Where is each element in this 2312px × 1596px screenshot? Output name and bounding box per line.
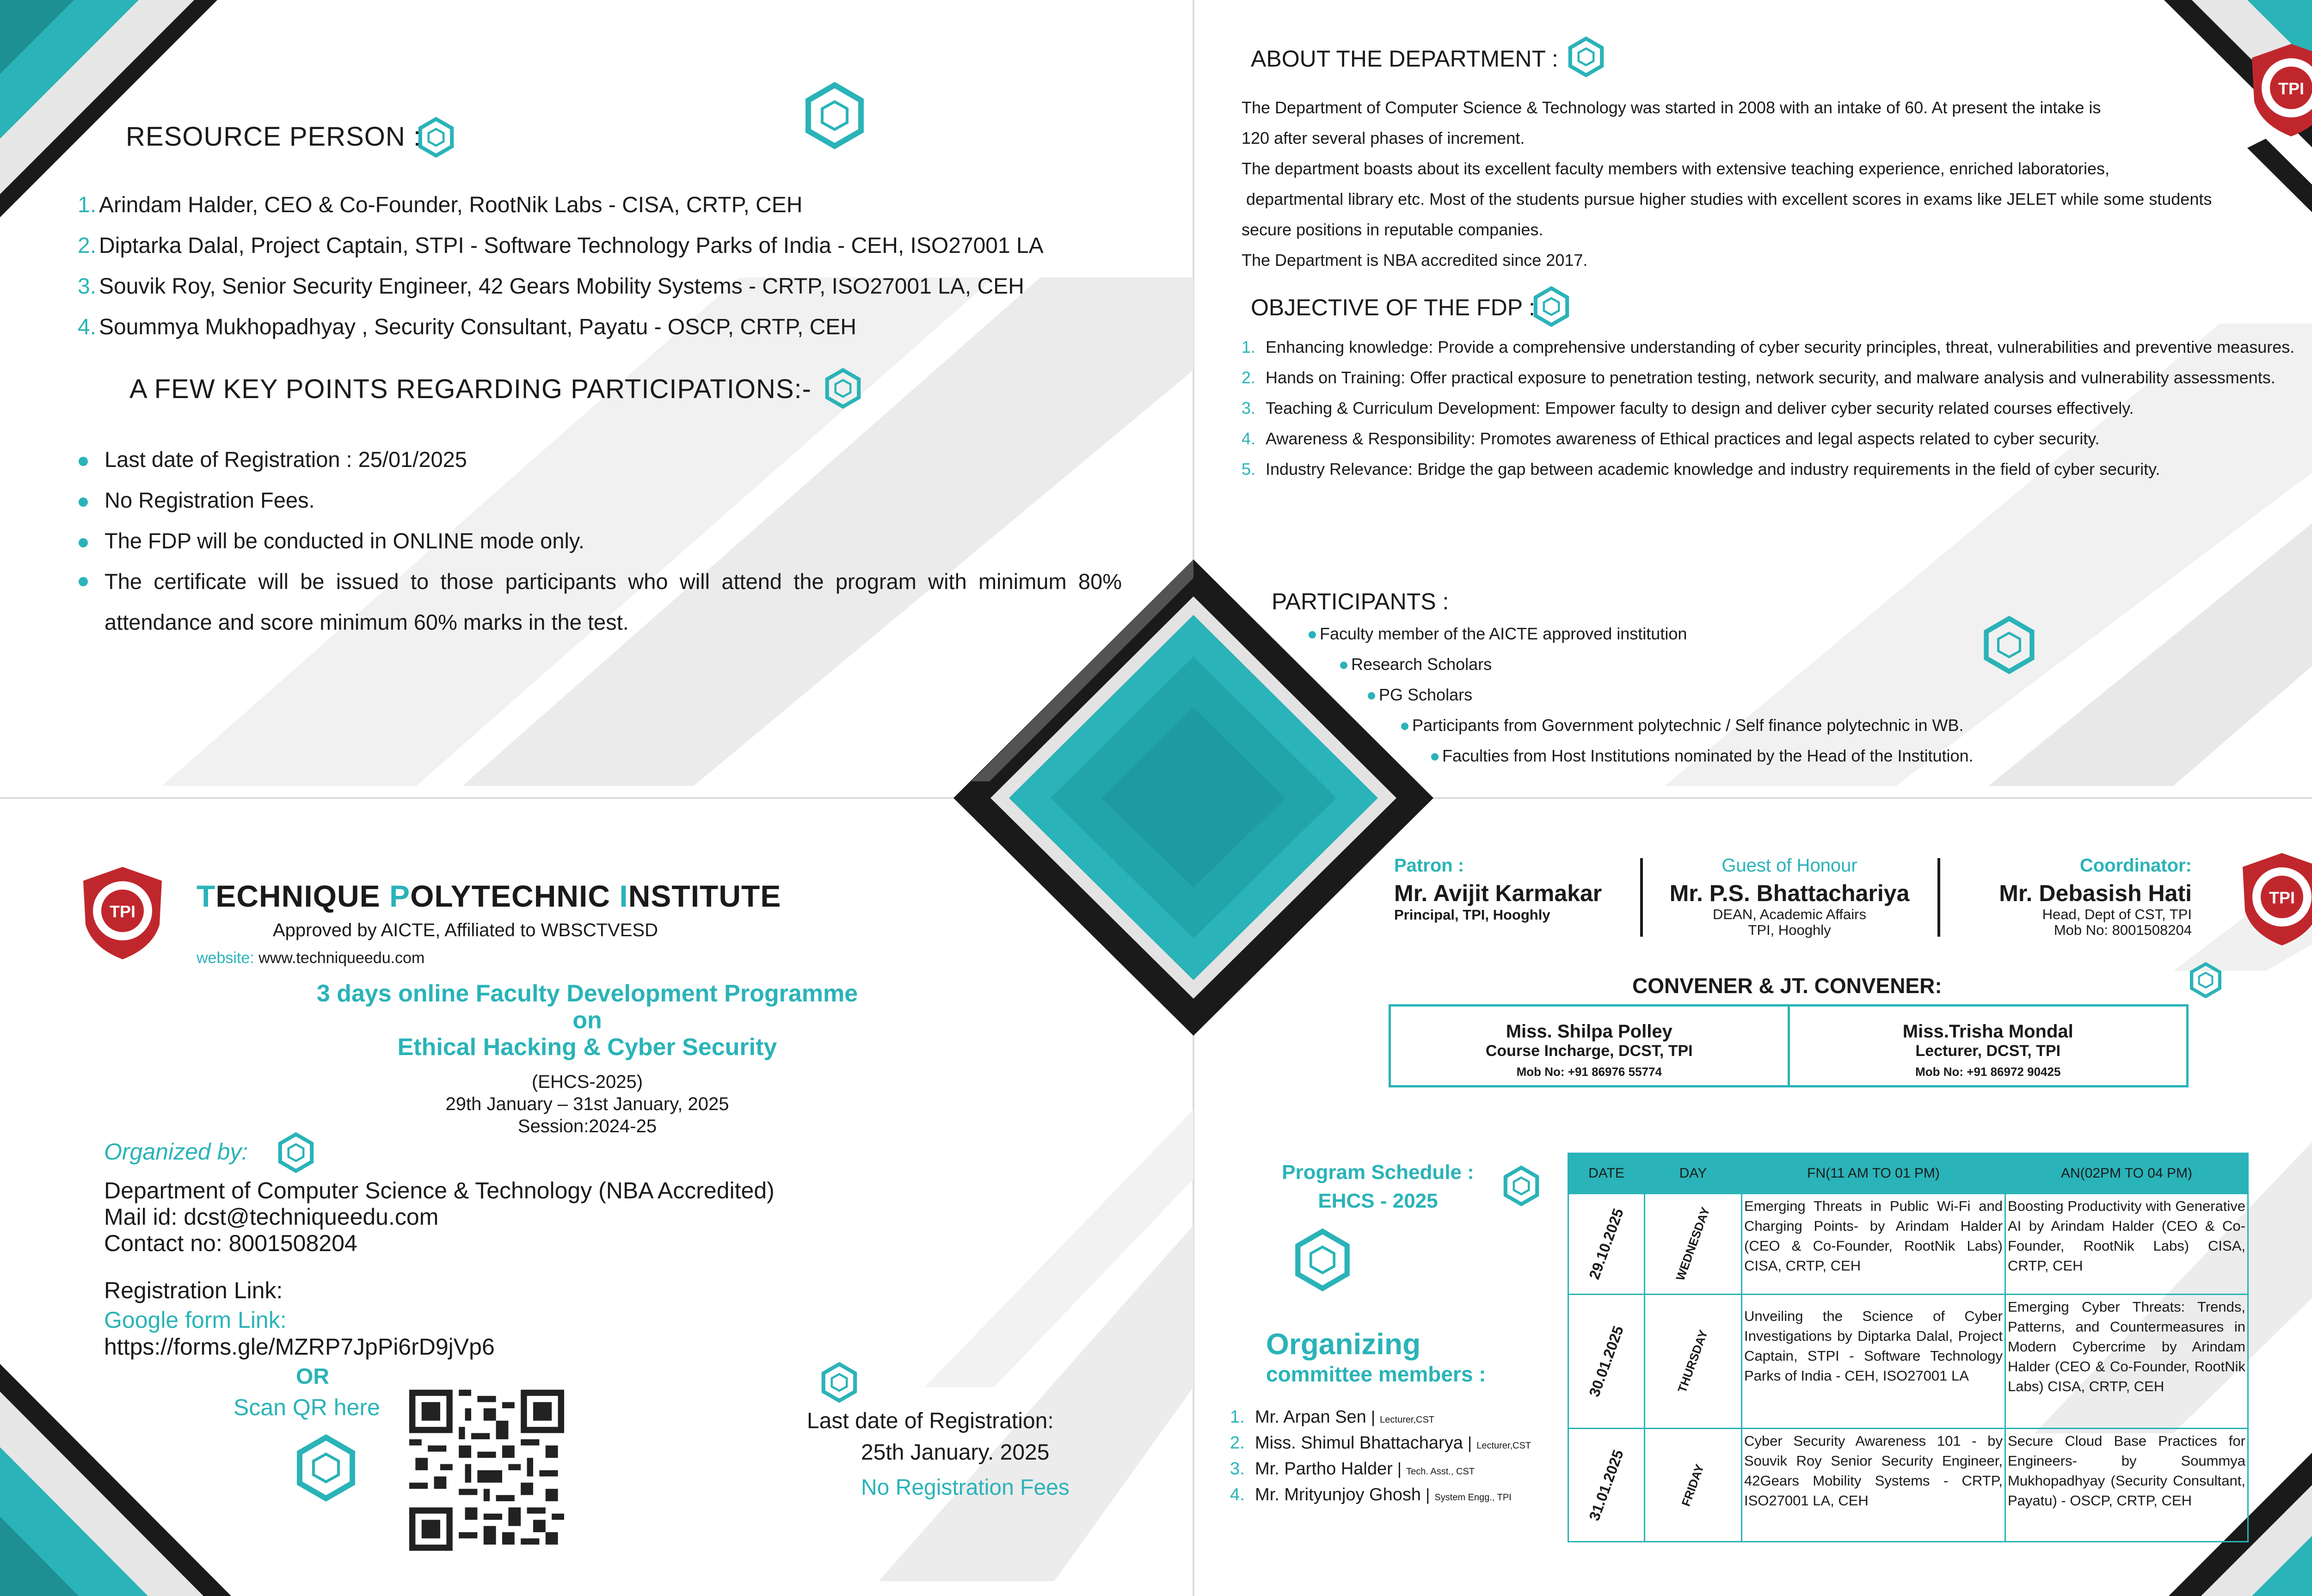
hexagon-icon: [1565, 36, 1607, 78]
hexagon-icon: [818, 1362, 860, 1403]
svg-text:TPI: TPI: [109, 902, 136, 921]
hexagon-icon: [1290, 1228, 1355, 1292]
table-row: [1568, 1194, 2248, 1295]
resource-list: [78, 185, 1150, 348]
guest-block: Guest of Honour Mr. P.S. Bhattachariya DEAN, Academic Affairs TPI, Hooghly: [1669, 855, 1910, 938]
bullet-icon: [1340, 662, 1347, 669]
list-item: Faculties from Host Institutions nominated by the Head of the Institution.: [1431, 741, 1974, 771]
approved-text: Approved by AICTE, Affiliated to WBSCTVESD: [273, 920, 658, 940]
fn-cell: Cyber Security Awareness 101 - by Souvik Roy Senior Security Engineer, 42Gears Mobility Systems - CRTP, ISO27001 LA, CEH: [1742, 1429, 2005, 1542]
date-cell: 31.01.2025: [1568, 1429, 1645, 1542]
list-item: Research Scholars: [1340, 649, 1974, 680]
day-cell: WEDNESDAY: [1645, 1194, 1742, 1295]
website-link[interactable]: www.techniqueedu.com: [258, 949, 425, 967]
column-header: FN(11 AM TO 01 PM): [1742, 1154, 2005, 1194]
bullet-icon: [79, 577, 88, 586]
bullet-icon: [1309, 631, 1316, 638]
day-cell: THURSDAY: [1645, 1295, 1742, 1429]
hexagon-icon: [800, 81, 869, 150]
bullet-icon: [79, 538, 88, 547]
fn-cell: Emerging Threats in Public Wi-Fi and Charging Points- by Arindam Halder (CEO & Co-Founder, RootNik Labs) CISA, CRTP, CEH: [1742, 1194, 2005, 1295]
convener-box: [1389, 1004, 2189, 1087]
list-item: 3. Souvik Roy, Senior Security Engineer, 42 Gears Mobility Systems - CRTP, ISO27001 LA, CEH: [78, 274, 1024, 299]
schedule-title: Program Schedule : EHCS - 2025: [1282, 1161, 1474, 1212]
objective-list: [1242, 332, 2312, 485]
resource-heading: RESOURCE PERSON :: [126, 122, 421, 152]
about-text: The Department of Computer Science & Technology was started in 2008 with an intake of 60. At present the intake is 120 after several phases of increment. The department boasts about its excellent faculty members with extensive teaching experience, enriched laboratories, departmental library etc. Most of the students pursue higher studies with excellent scores in exams like JELET while some students secure positions in reputable companies. The Department is NBA accredited since 2017.: [1242, 98, 2212, 270]
an-cell: Secure Cloud Base Practices for Engineers- by Soummya Mukhopadhyay (Security Consultant, Payatu) - OSCP, CRTP, CEH: [2005, 1429, 2248, 1542]
participants-list: [1309, 619, 1974, 771]
table-row: [1568, 1295, 2248, 1429]
committee-list: [1230, 1406, 1531, 1509]
list-item: The certificate will be issued to those participants who will attend the program with minimum 80% attendance and score minimum 60% marks in the test.: [79, 561, 1124, 643]
fn-cell: Unveiling the Science of Cyber Investigations by Diptarka Dalal, Project Captain, STPI - Software Technology Parks of India - CEH, ISO27001 LA: [1742, 1295, 2005, 1429]
day-cell: FRIDAY: [1645, 1429, 1742, 1542]
last-date-label: Last date of Registration:: [807, 1409, 1054, 1433]
list-item: 3. Mr. Partho Halder | Tech. Asst., CST: [1230, 1459, 1475, 1479]
committee-title: Organizing: [1266, 1327, 1421, 1361]
hexagon-icon: [2187, 962, 2224, 999]
patron-block: Patron : Mr. Avijit Karmakar Principal, TPI, Hooghly: [1394, 855, 1602, 923]
svg-text:TPI: TPI: [2278, 79, 2305, 98]
committee-subtitle: committee members :: [1266, 1362, 1486, 1386]
list-item: 3. Teaching & Curriculum Development: Empower faculty to design and deliver cyber security related courses effectively.: [1242, 399, 2134, 417]
table-header-row: [1568, 1154, 2248, 1194]
hexagon-icon: [1979, 615, 2039, 675]
organizer-details: Department of Computer Science & Technology (NBA Accredited) Mail id: dcst@techniqueedu.com Contact no: 8001508204: [104, 1178, 775, 1256]
hexagon-icon: [275, 1132, 317, 1173]
tpi-logo-bottom-left: [79, 865, 166, 962]
convener-a: Miss. Shilpa Polley Course Incharge, DCST, TPI Mob No: +91 86976 55774: [1391, 1007, 1790, 1085]
list-item: The FDP will be conducted in ONLINE mode only.: [79, 521, 1124, 561]
bullet-icon: [1401, 723, 1408, 730]
scan-qr-label: Scan QR here: [234, 1394, 380, 1420]
an-cell: Boosting Productivity with Generative AI by Arindam Halder (CEO & Co-Founder, RootNik Labs) CISA, CRTP, CEH: [2005, 1194, 2248, 1295]
list-item: 2. Hands on Training: Offer practical exposure to penetration testing, network security, and malware analysis and vulnerability assessments.: [1242, 368, 2275, 387]
divider: [1937, 858, 1940, 937]
no-fees-label: No Registration Fees: [861, 1475, 1070, 1500]
organized-label: Organized by:: [104, 1139, 248, 1165]
column-header: DATE: [1568, 1154, 1645, 1194]
programme-title: 3 days online Faculty Development Programme on Ethical Hacking & Cyber Security: [316, 980, 858, 1061]
list-item: 1. Enhancing knowledge: Provide a comprehensive understanding of cyber security principles, threat, vulnerabilities and preventive measures.: [1242, 338, 2295, 356]
list-item: 5. Industry Relevance: Bridge the gap between academic knowledge and industry requirements in the field of cyber security.: [1242, 460, 2160, 479]
registration-label: Registration Link:: [104, 1277, 283, 1303]
hexagon-icon: [415, 117, 457, 158]
date-cell: 29.10.2025: [1568, 1194, 1645, 1295]
tpi-logo-bottom-right: [2238, 851, 2312, 948]
registration-link[interactable]: https://forms.gle/MZRP7JpPi6rD9jVp6: [104, 1334, 495, 1360]
hexagon-icon: [1531, 286, 1572, 327]
divider: [1640, 858, 1643, 937]
list-item: 4. Soummya Mukhopadhyay , Security Consultant, Payatu - OSCP, CRTP, CEH: [78, 315, 857, 339]
qr-code[interactable]: [409, 1389, 564, 1551]
hexagon-icon: [291, 1433, 361, 1503]
hexagon-icon: [822, 368, 864, 409]
hexagon-icon: [1500, 1165, 1542, 1207]
google-form-label: Google form Link:: [104, 1307, 287, 1333]
column-header: AN(02PM TO 04 PM): [2005, 1154, 2248, 1194]
bullet-icon: [79, 497, 88, 507]
list-item: 1. Mr. Arpan Sen | Lecturer,CST: [1230, 1407, 1434, 1427]
table-row: [1568, 1429, 2248, 1542]
date-cell: 30.01.2025: [1568, 1295, 1645, 1429]
list-item: 1. Arindam Halder, CEO & Co-Founder, RootNik Labs - CISA, CRTP, CEH: [78, 193, 803, 217]
participants-heading: PARTICIPANTS :: [1272, 589, 1449, 614]
website: website: www.techniqueedu.com: [197, 949, 425, 967]
list-item: No Registration Fees.: [79, 480, 1124, 521]
list-item: 2. Diptarka Dalal, Project Captain, STPI - Software Technology Parks of India - CEH, ISO27001 LA: [78, 233, 1044, 258]
about-heading: ABOUT THE DEPARTMENT :: [1251, 46, 1558, 72]
convener-b: Miss.Trisha Mondal Lecturer, DCST, TPI Mob No: +91 86972 90425: [1902, 1021, 2073, 1079]
institute-name: TECHNIQUE POLYTECHNIC INSTITUTE: [197, 879, 781, 913]
keypoints-heading: A FEW KEY POINTS REGARDING PARTICIPATIONS:-: [129, 374, 812, 404]
bullet-icon: [79, 457, 88, 466]
bullet-icon: [1431, 753, 1439, 761]
schedule-table: [1568, 1153, 2249, 1542]
list-item: 2. Miss. Shimul Bhattacharya | Lecturer,CST: [1230, 1433, 1531, 1453]
or-label: OR: [296, 1364, 329, 1389]
last-date-value: 25th January. 2025: [861, 1440, 1050, 1465]
column-header: DAY: [1645, 1154, 1742, 1194]
keypoints-list: [79, 439, 1124, 643]
svg-text:TPI: TPI: [2269, 888, 2295, 907]
coordinator-block: Coordinator: Mr. Debasish Hati Head, Dept of CST, TPI Mob No: 8001508204: [1999, 855, 2192, 938]
list-item: Last date of Registration : 25/01/2025: [79, 439, 1124, 480]
an-cell: Emerging Cyber Threats: Trends, Patterns, and Countermeasures in Modern Cybercrime by Arindam Halder (CEO & Co-Founder, RootNik Labs) CISA, CRTP, CEH: [2005, 1295, 2248, 1429]
list-item: 4. Awareness & Responsibility: Promotes awareness of Ethical practices and legal aspects related to cyber security.: [1242, 429, 2100, 448]
list-item: Faculty member of the AICTE approved institution: [1309, 619, 1974, 649]
objective-heading: OBJECTIVE OF THE FDP :: [1251, 295, 1535, 320]
convener-heading: CONVENER & JT. CONVENER:: [1632, 974, 1942, 998]
list-item: 4. Mr. Mrityunjoy Ghosh | System Engg., TPI: [1230, 1485, 1512, 1504]
programme-details: (EHCS-2025) 29th January – 31st January, 2025 Session:2024-25: [445, 1072, 729, 1136]
list-item: Participants from Government polytechnic / Self finance polytechnic in WB.: [1401, 710, 1974, 741]
bullet-icon: [1368, 692, 1375, 700]
list-item: PG Scholars: [1368, 680, 1974, 710]
